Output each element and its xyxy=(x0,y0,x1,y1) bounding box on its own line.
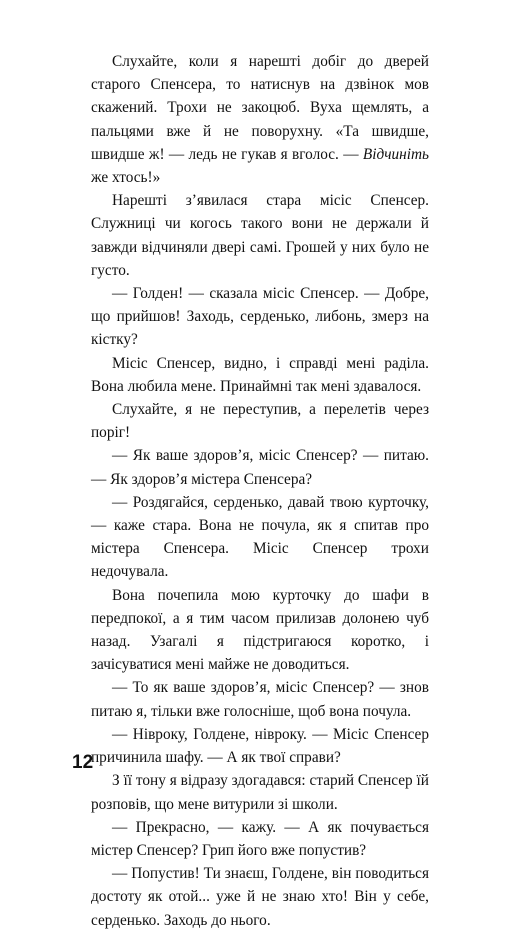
text-run: — Як ваше здоров’я, місіс Спенсер? — питаю. — Як здоров’я містера Спенсера? xyxy=(91,447,429,488)
text-run: — Попустив! Ти знаєш, Голдене, він поводиться достоту як отой... уже й не знаю хто! Він у себе, серденько. Заходь до нього. xyxy=(91,865,429,929)
text-run: — Прекрасно, — кажу. — А як почувається містер Спенсер? Грип його вже попустив? xyxy=(91,818,429,859)
text-run: Місіс Спенсер, видно, і справді мені раділа. Вона любила мене. Принаймні так мені здавалося. xyxy=(91,354,429,395)
text-run: Нарешті з’явилася стара місіс Спенсер. Служниці чи когось такого вони не держали й завжди відчиняли двері самі. Грошей у них було не густо. xyxy=(91,192,429,279)
paragraph xyxy=(91,189,429,282)
paragraph xyxy=(91,398,429,444)
paragraph xyxy=(91,352,429,398)
paragraph xyxy=(91,676,429,722)
paragraph xyxy=(91,584,429,677)
text-run: — Нівроку, Голдене, нівроку. — Місіс Спенсер причинила шафу. — А як твої справи? xyxy=(91,725,429,767)
text-run: же хтось!» xyxy=(91,169,161,187)
body-text xyxy=(91,50,429,932)
paragraph xyxy=(91,769,429,815)
text-run: Вона почепила мою курточку до шафи в передпокої, а я тим часом прилизав долонею чуб назад. Узагалі я підстригаюся коротко, і зачісуватися мені майже не доводиться. xyxy=(91,586,429,674)
text-run: Слухайте, я не переступив, а перелетів через поріг! xyxy=(91,401,429,442)
paragraph xyxy=(91,491,429,584)
paragraph xyxy=(91,723,429,769)
italic-text-run: Відчиніть xyxy=(362,145,429,163)
paragraph xyxy=(91,50,429,189)
text-run: — Голден! — сказала місіс Спенсер. — Добре, що прийшов! Заходь, серденько, либонь, змерз на кістку? xyxy=(91,285,429,349)
page-number: 12 xyxy=(72,752,94,773)
text-run: З її тону я відразу здогадався: старий Спенсер їй розповів, що мене витурили зі школи. xyxy=(91,772,429,813)
paragraph xyxy=(91,816,429,862)
text-run: — Роздягайся, серденько, давай твою курточку, — каже стара. Вона не почула, як я спитав про містера Спенсера. Місіс Спенсер трохи недочувала. xyxy=(91,493,429,581)
text-run: Слухайте, коли я нарешті добіг до дверей старого Спенсера, то натиснув на дзвінок мов скажений. Трохи не закоцюб. Вуха щемлять, а пальцями вже й не поворухну. «Та швидше, швидше ж! — ледь не гукав я вголос. — xyxy=(91,53,429,163)
paragraph xyxy=(91,282,429,352)
paragraph xyxy=(91,444,429,490)
paragraph xyxy=(91,862,429,932)
text-run: — То як ваше здоров’я, місіс Спенсер? — знов питаю я, тільки вже голосніше, щоб вона почула. xyxy=(91,679,429,720)
